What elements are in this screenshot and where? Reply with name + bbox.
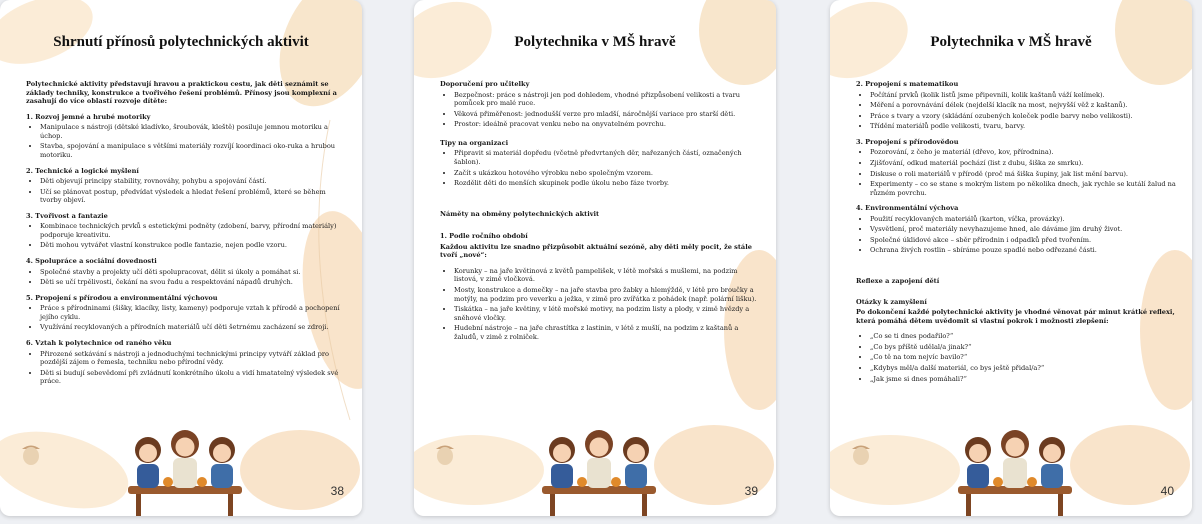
children-at-table-illustration (950, 420, 1080, 516)
section-heading: Tipy na organizaci (440, 138, 509, 147)
section-heading: 1. Podle ročního období (440, 232, 528, 241)
page-number: 39 (744, 484, 758, 498)
list-item: • Připravit si materiál dopředu (včetně předvrtaných děr, nařezaných částí, označených šablon). (454, 149, 762, 166)
bullet-list (26, 123, 348, 159)
list-item: • Použití recyklovaných materiálů (karton, víčka, provázky). (870, 215, 1178, 224)
section-heading: Otázky k zamyšlení (856, 297, 927, 306)
section-heading: 3. Tvořivost a fantazie (26, 211, 108, 220)
section-heading: 2. Technické a logické myšlení (26, 166, 139, 175)
slide-page-38[interactable] (0, 0, 362, 516)
children-at-table-illustration (534, 420, 664, 516)
slide-page-40[interactable] (830, 0, 1192, 516)
bullet-list (26, 177, 348, 205)
list-item: • Mosty, konstrukce a domečky – na jaře stavba pro žabky a hlemýždě, v létě pro broučky a motýly, na podzim pro veverku a ježka, v zimě pro zvířátka z pohádek (např. polární lišku). (454, 286, 762, 303)
bullet-list (26, 304, 348, 332)
page-title: Polytechnika v MŠ hravě (514, 34, 676, 50)
section-heading: 3. Propojení s přírodovědou (856, 137, 959, 146)
list-item: • „Co bys příště udělal/a jinak?“ (870, 343, 1178, 352)
section-heading: 1. Rozvoj jemné a hrubé motoriky (26, 112, 151, 121)
children-at-table-illustration (120, 420, 250, 516)
bullet-list (856, 215, 1178, 255)
paragraph: Každou aktivitu lze snadno přizpůsobit aktuální sezóně, aby děti měly pocit, že stále tvoří „nové“: (440, 242, 752, 260)
section-heading: 4. Spolupráce a sociální dovednosti (26, 257, 157, 265)
list-item: • Kombinace technických prvků s estetickými podněty (zdobení, barvy, přírodní materiály) podporuje kreativitu. (40, 222, 348, 239)
section-heading: Náměty na obměny polytechnických aktivit (440, 209, 600, 218)
list-item: • Tiskátka – na jaře květiny, v létě mořské motivy, na podzim listy a plody, v zimě hvězdy a sněhové vločky. (454, 305, 762, 322)
list-item: • Děti objevují principy stability, rovnováhy, pohybu a spojování částí. (40, 177, 348, 186)
list-item: • „Jak jsme si dnes pomáhali?“ (870, 375, 1178, 384)
section-heading: Doporučení pro učitelky (440, 80, 530, 88)
list-item: • Stavba, spojování a manipulace s většími materiály rozvíjí koordinaci oko-ruka a hrubou motoriku. (40, 142, 348, 159)
list-item: • Děti se učí trpělivosti, čekání na svou řadu a respektování nápadů druhých. (40, 278, 348, 287)
acorn-icon (20, 440, 42, 466)
section-heading: 2. Propojení s matematikou (856, 80, 959, 88)
bullet-list (26, 268, 348, 287)
acorn-icon (850, 440, 872, 466)
list-item: • Prostor: ideálně pracovat venku nebo na onyvatelném povrchu. (454, 120, 762, 129)
list-item: • Rozdělit děti do menších skupinek podle úkolu nebo fáze tvorby. (454, 179, 762, 188)
list-item: • Počítání prvků (kolik listů jsme připevnili, kolik kaštanů váží kelímek). (870, 91, 1178, 100)
page-body (440, 80, 762, 343)
list-item: • Korunky – na jaře květinová z květů pampelišek, v létě mořská s mušlemi, na podzim listová, v zimě vločková. (454, 267, 762, 284)
list-item: • Ochrana živých rostlin – sbíráme pouze spadlé nebo odřezané části. (870, 246, 1178, 255)
list-item: • Diskuse o roli materiálů v přírodě (proč má šiška šupiny, jak list mění barvu). (870, 170, 1178, 179)
list-item: • Děti si budují sebevědomí při zvládnutí konkrétního úkolu a vidí hmatatelný výsledek své práce. (40, 369, 348, 386)
paragraph: Po dokončení každé polytechnické aktivity je vhodné věnovat pár minut krátké reflexi, která pomáhá dětem uvědomit si vlastní pokrok i možnosti zlepšení: (856, 308, 1175, 325)
intro-paragraph: Polytechnické aktivity představují hravou a praktickou cestu, jak děti seznámit se základy techniky, konstrukce a tvořivého řešení problémů. Přínosy jsou komplexní a zasahují do více oblastí rozvoje dítěte: (26, 80, 337, 106)
bullet-list (26, 222, 348, 250)
bullet-list (440, 149, 762, 187)
page-number: 40 (1160, 484, 1174, 498)
page-title: Shrnutí přínosů polytechnických aktivit (53, 34, 309, 50)
acorn-icon (434, 440, 456, 466)
section-heading: 5. Propojení s přírodou a environmentální výchovou (26, 293, 218, 302)
list-item: • Věková přiměřenost: jednodušší verze pro mladší, náročnější variace pro starší děti. (454, 110, 762, 119)
list-item: • Třídění materiálů podle velikosti, tvaru, barvy. (870, 122, 1178, 131)
bullet-list (26, 350, 348, 386)
list-item: • Využívání recyklovaných a přírodních materiálů učí děti šetrnému zacházení se zdroji. (40, 323, 348, 332)
page-number: 38 (330, 484, 344, 498)
bullet-list (440, 91, 762, 129)
list-item: • Měření a porovnávání délek (nejdelší klacík na most, nejvyšší věž z kaštanů). (870, 101, 1178, 110)
list-item: • „Kdybys měl/a další materiál, co bys ještě přidal/a?“ (870, 364, 1178, 373)
list-item: • Manipulace s nástroji (dětské kladívko, šroubovák, kleště) posiluje jemnou motoriku a úchop. (40, 123, 348, 140)
list-item: • Společné úklidové akce – sběr přírodnin i odpadků před tvořením. (870, 236, 1178, 245)
list-item: • Hudební nástroje – na jaře chrastítka z lastinin, v létě z mušlí, na podzim z kaštanů a žaludů, v zimě z rolniček. (454, 324, 762, 341)
slide-page-39[interactable] (414, 0, 776, 516)
list-item: • Pozorování, z čeho je materiál (dřevo, kov, přírodnina). (870, 148, 1178, 157)
list-item: • Práce s tvary a vzory (skládání ozubených koleček podle barvy nebo velikosti). (870, 112, 1178, 121)
list-item: • „Co tě na tom nejvíc bavilo?“ (870, 353, 1178, 362)
list-item: • Práce s přírodninami (šišky, klacíky, listy, kameny) podporuje vztah k přírodě a pochopení jejího cyklu. (40, 304, 348, 321)
list-item: • Přirozené setkávání s nástroji a jednoduchými technickými principy vytváří základ pro pozdější zájem o řemesla, techniku nebo přírodní vědy. (40, 350, 348, 367)
bullet-list (856, 148, 1178, 197)
list-item: • Děti mohou vytvářet vlastní konstrukce podle fantazie, nejen podle vzoru. (40, 241, 348, 250)
list-item: • Vysvětlení, proč materiály nevyhazujeme hned, ale dáváme jim druhý život. (870, 225, 1178, 234)
list-item: • Zjišťování, odkud materiál pochází (list z dubu, šiška ze smrku). (870, 159, 1178, 168)
list-item: • Učí se plánovat postup, předvídat výsledek a hledat řešení problémů, které se během tvorby objeví. (40, 188, 348, 205)
section-heading: Reflexe a zapojení dětí (856, 277, 940, 285)
bullet-list (856, 332, 1178, 383)
bullet-list (856, 91, 1178, 131)
list-item: • Experimenty – co se stane s mokrým listem po několika dnech, jak rychle se kutálí žalud na různém povrchu. (870, 180, 1178, 197)
page-body (856, 80, 1178, 385)
page-body (26, 80, 348, 388)
bullet-list (440, 267, 762, 342)
list-item: • Začít s ukázkou hotového výrobku nebo společným vzorem. (454, 169, 762, 178)
page-title: Polytechnika v MŠ hravě (930, 34, 1092, 50)
list-item: • Bezpečnost: práce s nástroji jen pod dohledem, vhodné přizpůsobení velikosti a tvaru pomůcek pro malé ruce. (454, 91, 762, 108)
section-heading: 4. Environmentální výchova (856, 204, 959, 213)
list-item: • Společné stavby a projekty učí děti spolupracovat, dělit si úkoly a pomáhat si. (40, 268, 348, 277)
section-heading: 6. Vztah k polytechnice od raného věku (26, 338, 172, 347)
list-item: • „Co se ti dnes podařilo?“ (870, 332, 1178, 341)
